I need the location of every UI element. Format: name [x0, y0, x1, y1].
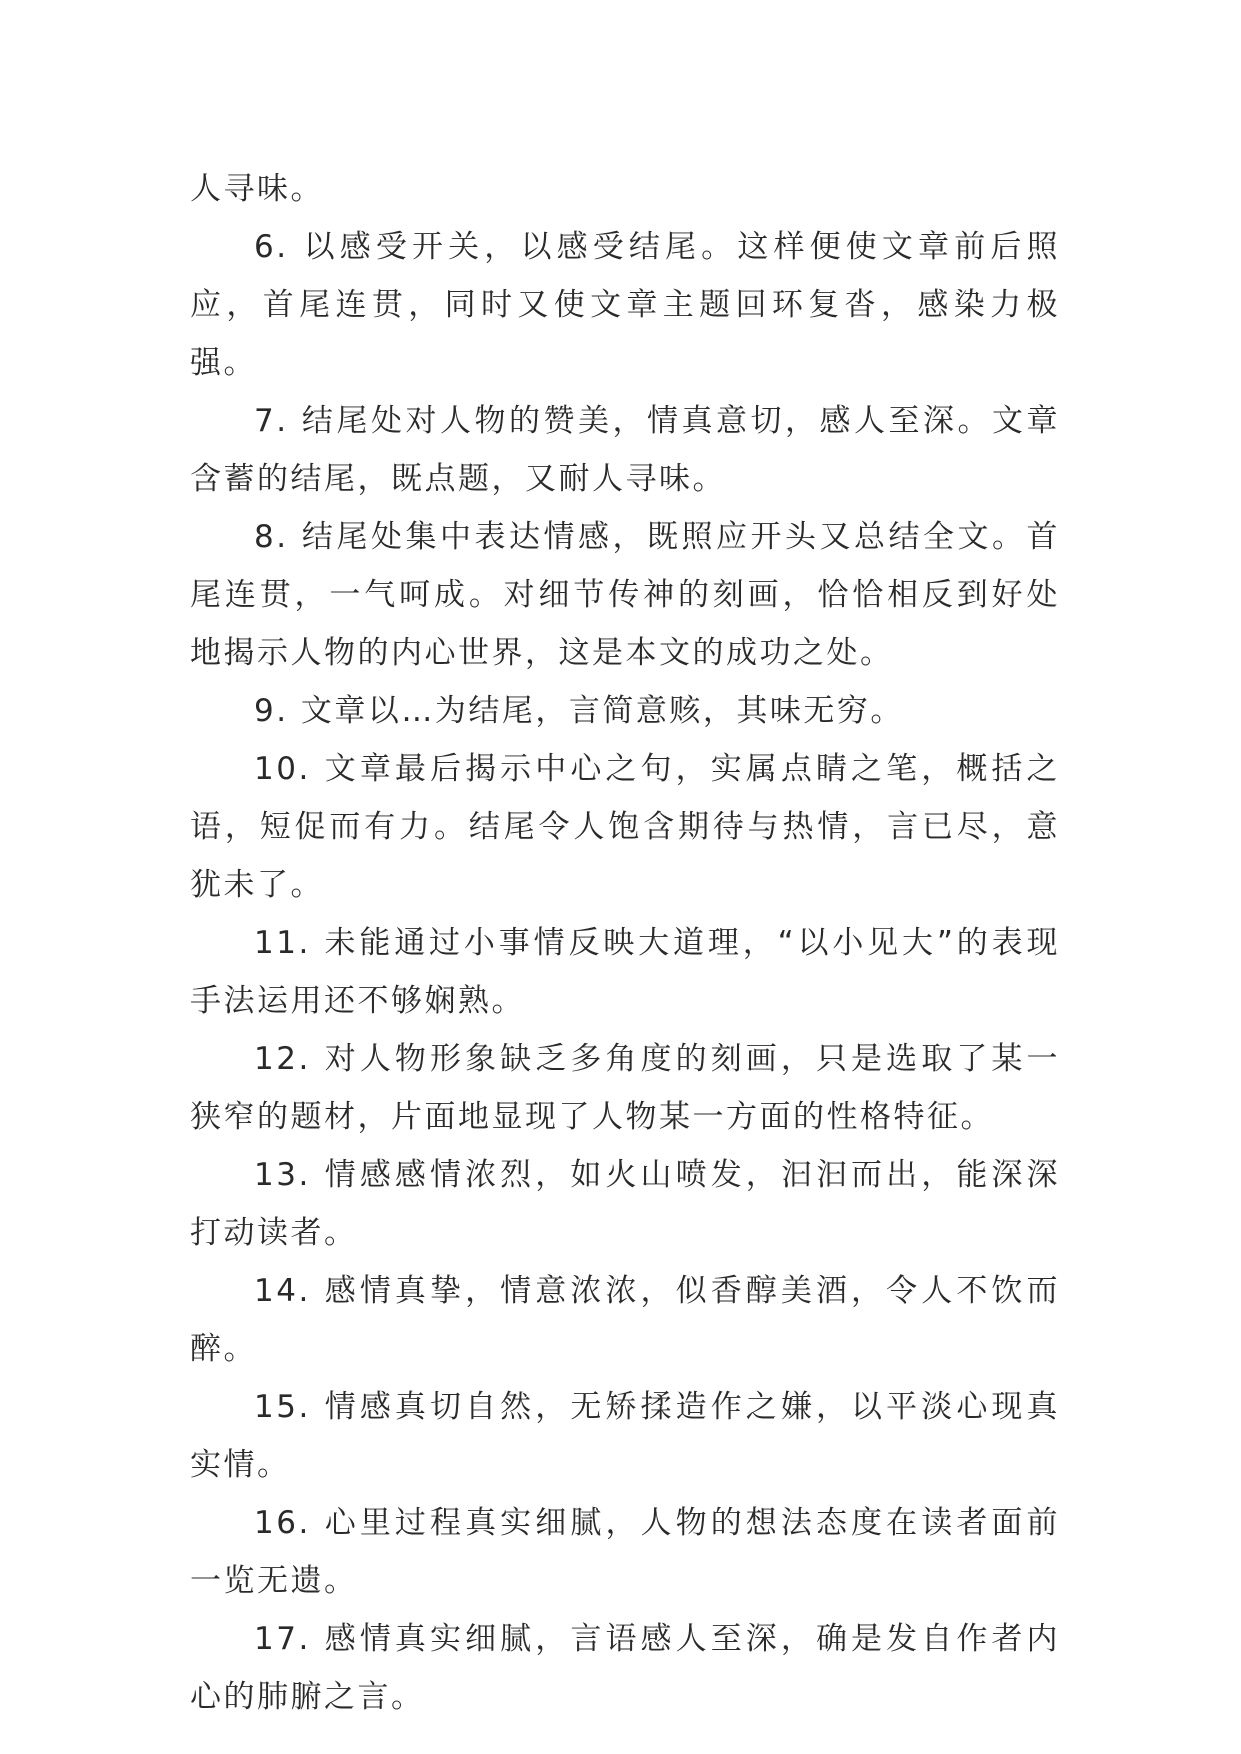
paragraph-13: 13. 情感感情浓烈，如火山喷发，汩汩而出，能深深打动读者。	[190, 1157, 1060, 1251]
paragraph-14: 14. 感情真挚，情意浓浓，似香醇美酒，令人不饮而醉。	[190, 1273, 1060, 1367]
paragraph-6: 6. 以感受开关，以感受结尾。这样便使文章前后照应，首尾连贯，同时又使文章主题回环复沓，感染力极强。	[190, 229, 1060, 381]
paragraph-9: 9. 文章以…为结尾，言简意赅，其味无穷。	[254, 693, 904, 729]
paragraph-8: 8. 结尾处集中表达情感，既照应开头又总结全文。首尾连贯，一气呵成。对细节传神的刻画，恰恰相反到好处地揭示人物的内心世界，这是本文的成功之处。	[190, 519, 1060, 671]
paragraph-10: 10. 文章最后揭示中心之句，实属点睛之笔，概括之语，短促而有力。结尾令人饱含期待与热情，言已尽，意犹未了。	[190, 751, 1060, 903]
paragraph-0: 人寻味。	[190, 171, 324, 207]
paragraph-15: 15. 情感真切自然，无矫揉造作之嫌，以平淡心现真实情。	[190, 1389, 1060, 1483]
paragraph-17: 17. 感情真实细腻，言语感人至深，确是发自作者内心的肺腑之言。	[190, 1621, 1060, 1715]
paragraph-11: 11. 未能通过小事情反映大道理，“以小见大”的表现手法运用还不够娴熟。	[190, 925, 1060, 1019]
paragraph-16: 16. 心里过程真实细腻，人物的想法态度在读者面前一览无遗。	[190, 1505, 1060, 1599]
paragraph-7: 7. 结尾处对人物的赞美，情真意切，感人至深。文章含蓄的结尾，既点题，又耐人寻味。	[190, 403, 1060, 497]
paragraph-12: 12. 对人物形象缺乏多角度的刻画，只是选取了某一狭窄的题材，片面地显现了人物某一方面的性格特征。	[190, 1041, 1060, 1135]
document-body	[190, 160, 1060, 1726]
